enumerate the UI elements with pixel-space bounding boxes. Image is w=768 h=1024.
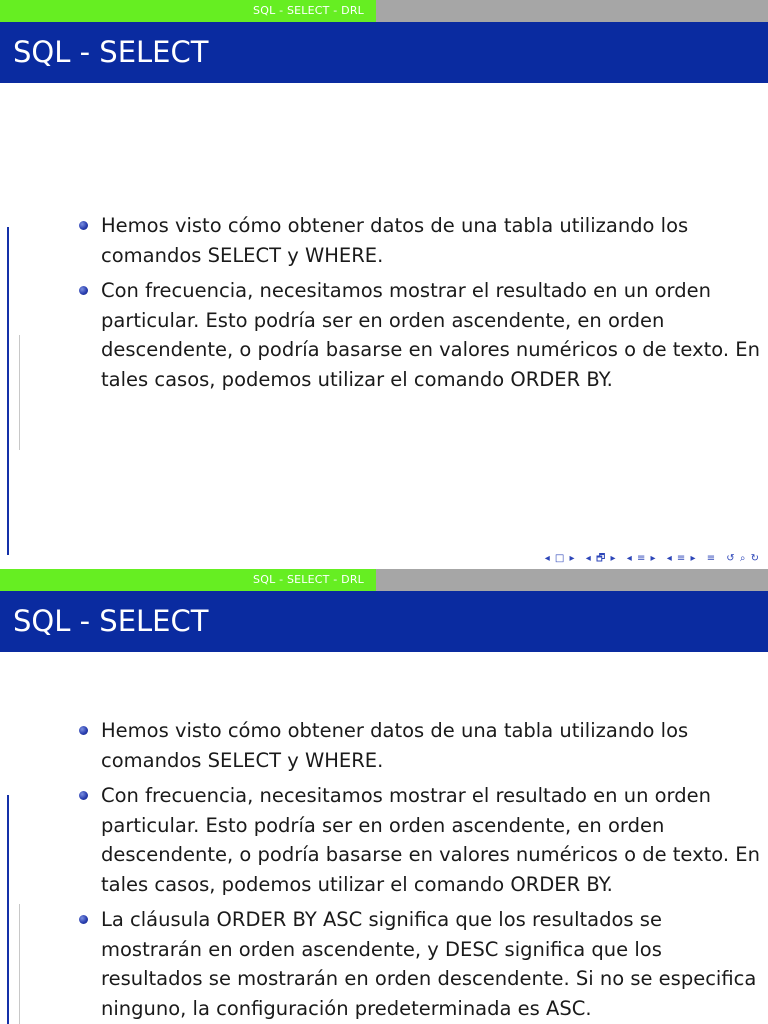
nav-section-prev-icon[interactable]: ◂ ≡ ▸ (626, 553, 657, 564)
bullet-item (0, 211, 761, 270)
header-bar (0, 0, 768, 22)
bullet-item (0, 781, 761, 899)
title-bar (0, 22, 768, 83)
bullet-text: Con frecuencia, necesitamos mostrar el resultado en un orden particular. Esto podría ser en orden ascendente, en orden descendente, o podría basarse en valores numéricos o de texto. En tales casos, podemos utilizar el comando ORDER BY. (101, 279, 760, 391)
header-section-label[interactable]: SQL - SELECT - DRL (253, 573, 364, 586)
bullet-text: La cláusula ORDER BY ASC significa que los resultados se mostrarán en orden ascendente, y DESC significa que los resultados se mostrarán en orden descendente. Si no se especifica ninguno, la configuración predeterminada es ASC. (101, 908, 757, 1020)
bullet-dot-icon (79, 221, 88, 230)
nav-section-next-icon[interactable]: ◂ ≡ ▸ (666, 553, 697, 564)
beamer-navigation (539, 551, 760, 565)
bullet-dot-icon (79, 726, 88, 735)
nav-toc-icon[interactable]: ≡ (706, 553, 717, 564)
bullet-list (0, 716, 761, 1024)
bullet-text: Hemos visto cómo obtener datos de una tabla utilizando los comandos SELECT y WHERE. (101, 719, 689, 772)
nav-frame-icon[interactable]: ◂ □ ▸ (544, 553, 576, 564)
bullet-dot-icon (79, 286, 88, 295)
bullet-item (0, 716, 761, 775)
bullet-dot-icon (79, 915, 88, 924)
bullet-text: Con frecuencia, necesitamos mostrar el resultado en un orden particular. Esto podría ser en orden ascendente, en orden descendente, o podría basarse en valores numéricos o de texto. En tales casos, podemos utilizar el comando ORDER BY. (101, 784, 760, 896)
bullet-list (0, 211, 761, 400)
bullet-item (0, 276, 761, 394)
nav-subsection-icon[interactable]: ◂ 🗗 ▸ (585, 553, 617, 564)
header-bar (0, 569, 768, 591)
bullet-item (0, 905, 761, 1023)
slide-title: SQL - SELECT (13, 35, 209, 69)
slide-2 (0, 569, 768, 1024)
slide-title: SQL - SELECT (13, 604, 209, 638)
header-section-label[interactable]: SQL - SELECT - DRL (253, 4, 364, 17)
bullet-text: Hemos visto cómo obtener datos de una tabla utilizando los comandos SELECT y WHERE. (101, 214, 689, 267)
title-bar (0, 591, 768, 652)
bullet-dot-icon (79, 791, 88, 800)
nav-search-icon[interactable]: ↺ ⌕ ↻ (726, 553, 760, 564)
